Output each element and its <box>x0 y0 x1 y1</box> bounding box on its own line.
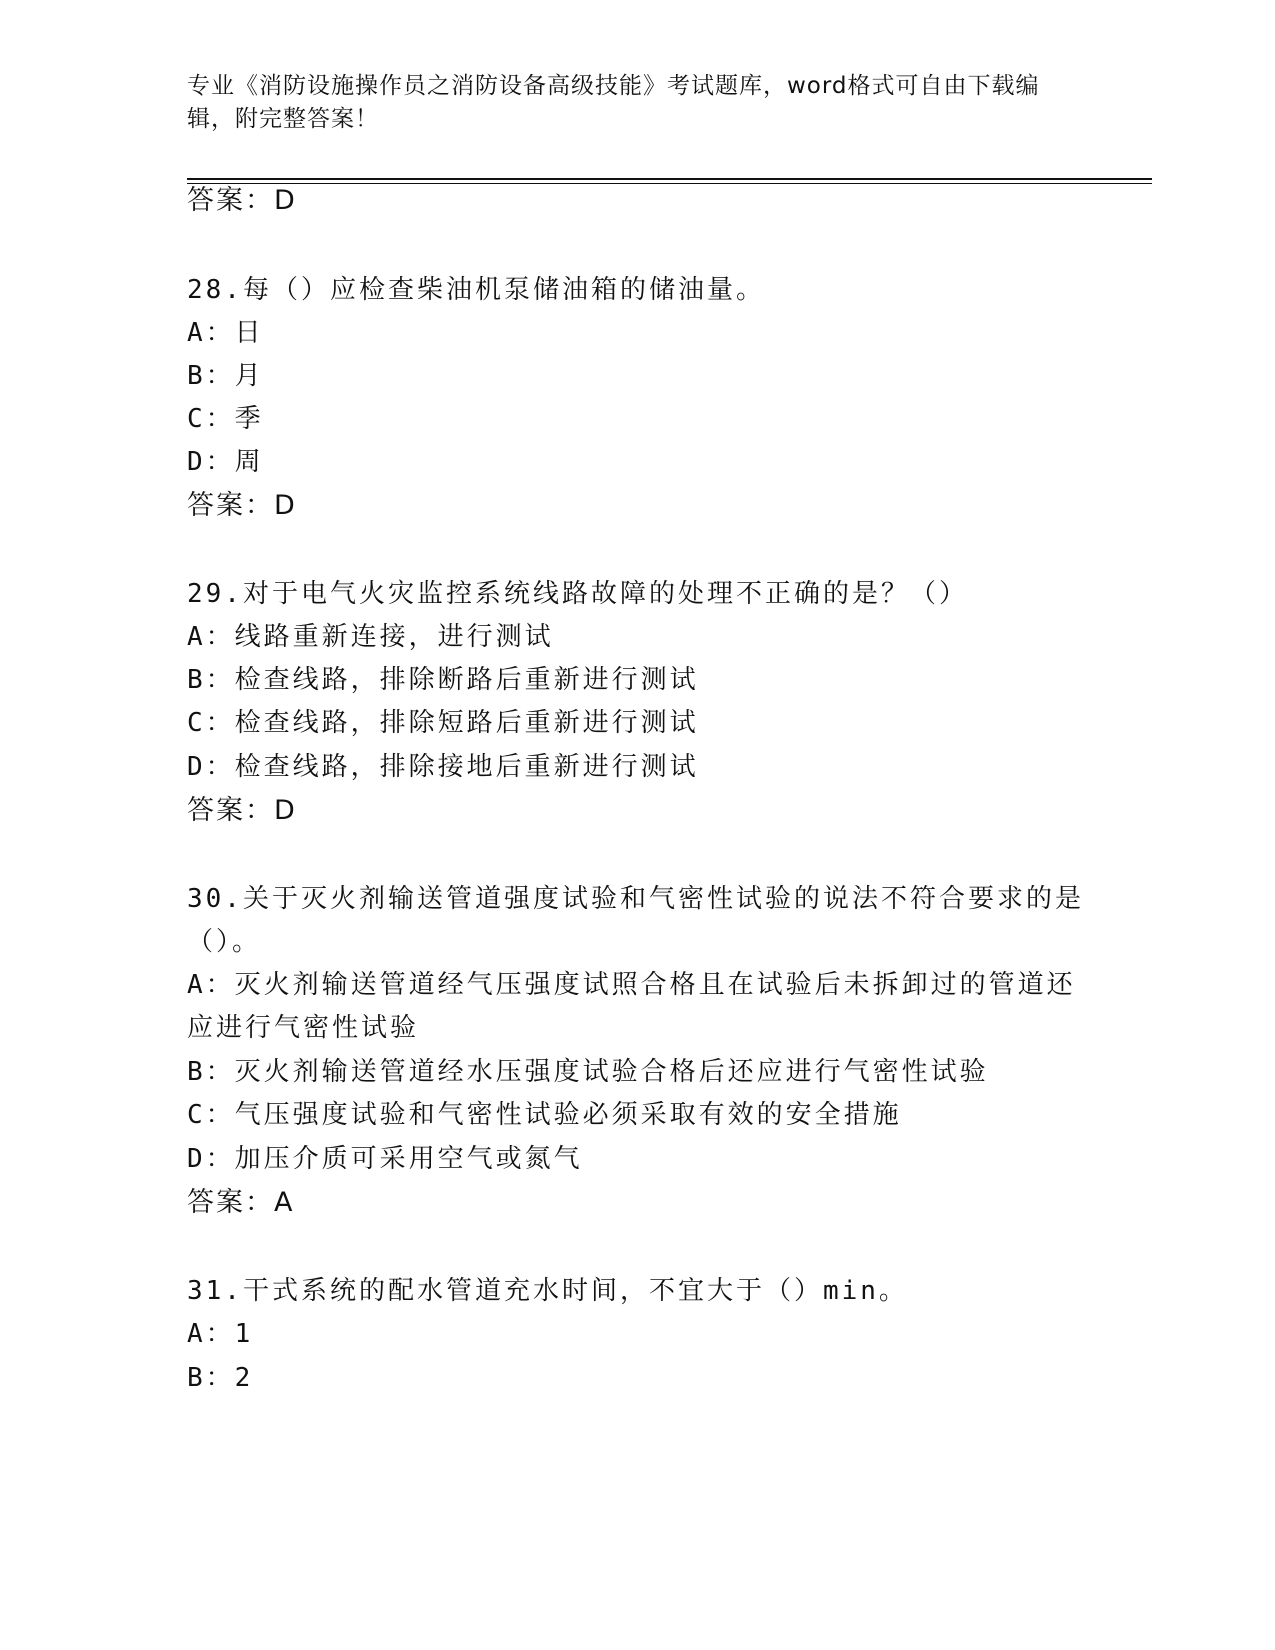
question-30-option-a-line1: A：灭火剂输送管道经气压强度试照合格且在试验后未拆卸过的管道还 <box>187 970 1076 1000</box>
question-31-option-b: B：2 <box>187 1363 254 1393</box>
question-31-stem: 31.干式系统的配水管道充水时间，不宜大于（）min。 <box>187 1276 908 1306</box>
question-30-stem-line2: （）。 <box>187 927 262 957</box>
question-30-option-a-line2: 应进行气密性试验 <box>187 1013 420 1043</box>
question-28-stem: 28.每（）应检查柴油机泵储油箱的储油量。 <box>187 275 765 305</box>
question-29-option-d: D：检查线路，排除接地后重新进行测试 <box>187 752 699 782</box>
question-29-option-a: A：线路重新连接，进行测试 <box>187 622 554 652</box>
question-28-option-a: A：日 <box>187 318 264 348</box>
answer-27: 答案：D <box>187 185 297 216</box>
answer-29: 答案：D <box>187 795 297 826</box>
answer-28: 答案：D <box>187 490 297 521</box>
question-29-option-b: B：检查线路，排除断路后重新进行测试 <box>187 665 699 695</box>
question-28-option-d: D：周 <box>187 447 264 477</box>
question-30-option-b: B：灭火剂输送管道经水压强度试验合格后还应进行气密性试验 <box>187 1057 989 1087</box>
header-divider-thick <box>187 178 1152 180</box>
question-30-option-d: D：加压介质可采用空气或氮气 <box>187 1144 583 1174</box>
question-31-option-a: A：1 <box>187 1319 254 1349</box>
question-30-option-c: C：气压强度试验和气密性试验必须采取有效的安全措施 <box>187 1100 902 1130</box>
question-30-stem-line1: 30.关于灭火剂输送管道强度试验和气密性试验的说法不符合要求的是 <box>187 884 1084 914</box>
question-28-option-c: C：季 <box>187 404 264 434</box>
header-divider-thin <box>187 183 1152 184</box>
question-28-option-b: B：月 <box>187 361 264 391</box>
answer-30: 答案：A <box>187 1187 295 1218</box>
question-29-option-c: C：检查线路，排除短路后重新进行测试 <box>187 708 699 738</box>
question-29-stem: 29.对于电气火灾监控系统线路故障的处理不正确的是？（） <box>187 579 968 609</box>
document-header: 专业《消防设施操作员之消防设备高级技能》考试题库，word格式可自由下载编辑，附完整答案！ <box>187 73 1040 132</box>
